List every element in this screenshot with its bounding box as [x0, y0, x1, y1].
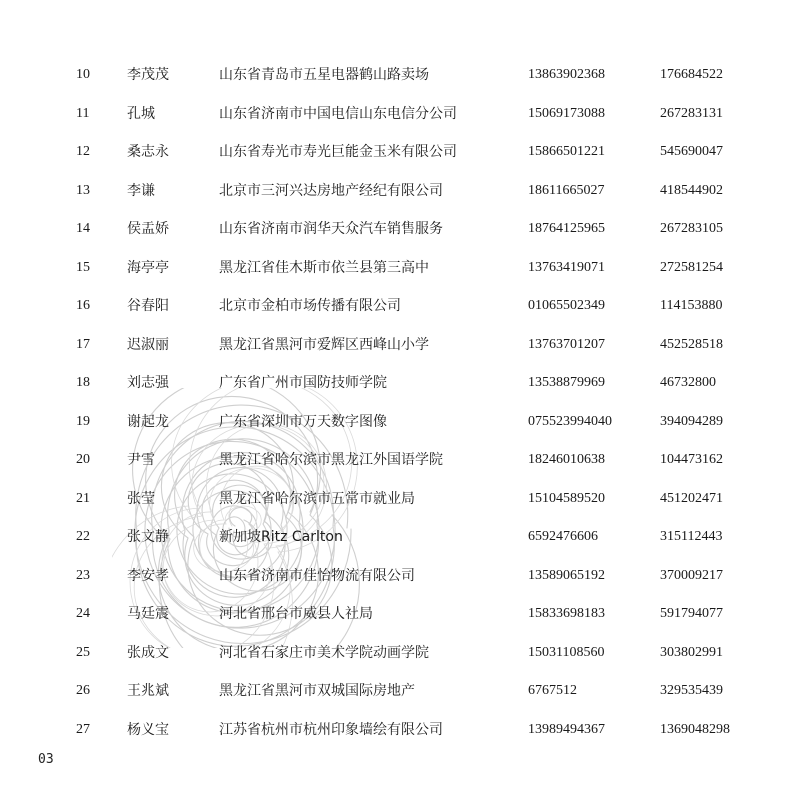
phone-primary: 18246010638 [528, 452, 605, 467]
phone-secondary: 370009217 [660, 567, 723, 583]
table-row [0, 404, 800, 443]
person-name: 马廷震 [127, 606, 169, 622]
person-name: 张莹 [127, 490, 155, 507]
organization: 黑龙江省哈尔滨市五常市就业局 [219, 490, 415, 507]
person-name: 尹雪 [127, 452, 155, 468]
phone-secondary: 591794077 [660, 606, 723, 621]
organization: 山东省济南市中国电信山东电信分公司 [219, 105, 457, 122]
phone-secondary: 114153880 [660, 298, 723, 313]
row-number: 12 [76, 144, 90, 159]
person-name: 李谦 [127, 182, 155, 199]
phone-secondary: 545690047 [660, 144, 723, 159]
phone-secondary: 452528518 [660, 336, 723, 352]
phone-secondary: 272581254 [660, 259, 723, 275]
phone-primary: 15069173088 [528, 105, 605, 121]
phone-primary: 13763701207 [528, 336, 605, 352]
person-name: 海亭亭 [127, 259, 169, 276]
phone-secondary: 104473162 [660, 452, 723, 467]
person-name: 张成文 [127, 644, 169, 661]
person-name: 李安孝 [127, 567, 169, 584]
table-row [0, 288, 800, 327]
phone-primary: 18611665027 [528, 182, 605, 198]
table-row [0, 57, 800, 96]
row-number: 11 [76, 105, 90, 121]
phone-primary: 18764125965 [528, 221, 605, 236]
row-number: 22 [76, 529, 90, 544]
phone-primary: 15833698183 [528, 606, 605, 621]
person-name: 刘志强 [127, 375, 169, 391]
table-row [0, 96, 800, 135]
phone-secondary: 303802991 [660, 644, 723, 660]
phone-primary: 13538879969 [528, 375, 605, 390]
person-name: 谷春阳 [127, 298, 169, 314]
phone-secondary: 394094289 [660, 413, 723, 429]
page-number: 03 [38, 752, 54, 767]
table-row [0, 712, 800, 751]
phone-secondary: 315112443 [660, 529, 723, 544]
table-row [0, 481, 800, 520]
phone-primary: 13763419071 [528, 259, 605, 275]
table-row [0, 673, 800, 712]
organization: 北京市三河兴达房地产经纪有限公司 [219, 182, 443, 199]
organization: 黑龙江省黑河市爱辉区西峰山小学 [219, 336, 429, 353]
row-number: 18 [76, 375, 90, 390]
organization: 广东省广州市国防技师学院 [219, 375, 387, 391]
person-name: 杨义宝 [127, 721, 169, 738]
row-number: 21 [76, 490, 90, 506]
person-name: 李茂茂 [127, 67, 169, 83]
organization: 黑龙江省佳木斯市依兰县第三高中 [219, 259, 429, 276]
person-name: 桑志永 [127, 144, 169, 160]
contact-table [0, 57, 800, 750]
table-row [0, 365, 800, 404]
organization: 山东省济南市润华天众汽车销售服务 [219, 221, 443, 237]
row-number: 20 [76, 452, 90, 467]
row-number: 14 [76, 221, 90, 236]
table-row [0, 211, 800, 250]
row-number: 24 [76, 606, 90, 621]
table-row [0, 558, 800, 597]
phone-secondary: 176684522 [660, 67, 723, 82]
organization: 广东省深圳市万天数字图像 [219, 413, 387, 430]
organization: 江苏省杭州市杭州印象墙绘有限公司 [219, 721, 443, 738]
row-number: 26 [76, 683, 90, 698]
organization: 山东省济南市佳怡物流有限公司 [219, 567, 415, 584]
phone-primary: 01065502349 [528, 298, 605, 313]
organization: 黑龙江省黑河市双城国际房地产 [219, 683, 415, 699]
organization: 北京市金柏市场传播有限公司 [219, 298, 401, 314]
person-name: 王兆斌 [127, 683, 169, 699]
person-name: 孔城 [127, 105, 155, 122]
table-row [0, 519, 800, 558]
row-number: 19 [76, 413, 90, 429]
organization: 河北省邢台市威县人社局 [219, 606, 373, 622]
phone-secondary: 267283105 [660, 221, 723, 236]
phone-primary: 15031108560 [528, 644, 605, 660]
row-number: 23 [76, 567, 90, 583]
organization: 山东省寿光市寿光巨能金玉米有限公司 [219, 144, 457, 160]
phone-secondary: 418544902 [660, 182, 723, 198]
phone-secondary: 1369048298 [660, 721, 730, 737]
phone-primary: 075523994040 [528, 413, 612, 429]
organization: 河北省石家庄市美术学院动画学院 [219, 644, 429, 661]
row-number: 16 [76, 298, 90, 313]
person-name: 谢起龙 [127, 413, 169, 430]
phone-primary: 13863902368 [528, 67, 605, 82]
phone-primary: 15866501221 [528, 144, 605, 159]
phone-secondary: 46732800 [660, 375, 716, 390]
table-row [0, 442, 800, 481]
person-name: 迟淑丽 [127, 336, 169, 353]
phone-primary: 13989494367 [528, 721, 605, 737]
row-number: 13 [76, 182, 90, 198]
organization: 山东省青岛市五星电器鹤山路卖场 [219, 67, 429, 83]
row-number: 25 [76, 644, 90, 660]
organization: 黑龙江省哈尔滨市黑龙江外国语学院 [219, 452, 443, 468]
row-number: 15 [76, 259, 90, 275]
row-number: 27 [76, 721, 90, 737]
person-name: 张文静 [127, 529, 169, 545]
phone-primary: 15104589520 [528, 490, 605, 506]
phone-secondary: 267283131 [660, 105, 723, 121]
table-row [0, 596, 800, 635]
row-number: 17 [76, 336, 90, 352]
organization: 新加坡Ritz Carlton [219, 529, 343, 545]
phone-primary: 6767512 [528, 683, 577, 698]
table-row [0, 327, 800, 366]
table-row [0, 134, 800, 173]
table-row [0, 635, 800, 674]
phone-secondary: 451202471 [660, 490, 723, 506]
phone-secondary: 329535439 [660, 683, 723, 698]
phone-primary: 6592476606 [528, 529, 598, 544]
person-name: 侯盂娇 [127, 221, 169, 237]
phone-primary: 13589065192 [528, 567, 605, 583]
row-number: 10 [76, 67, 90, 82]
table-row [0, 250, 800, 289]
table-row [0, 173, 800, 212]
